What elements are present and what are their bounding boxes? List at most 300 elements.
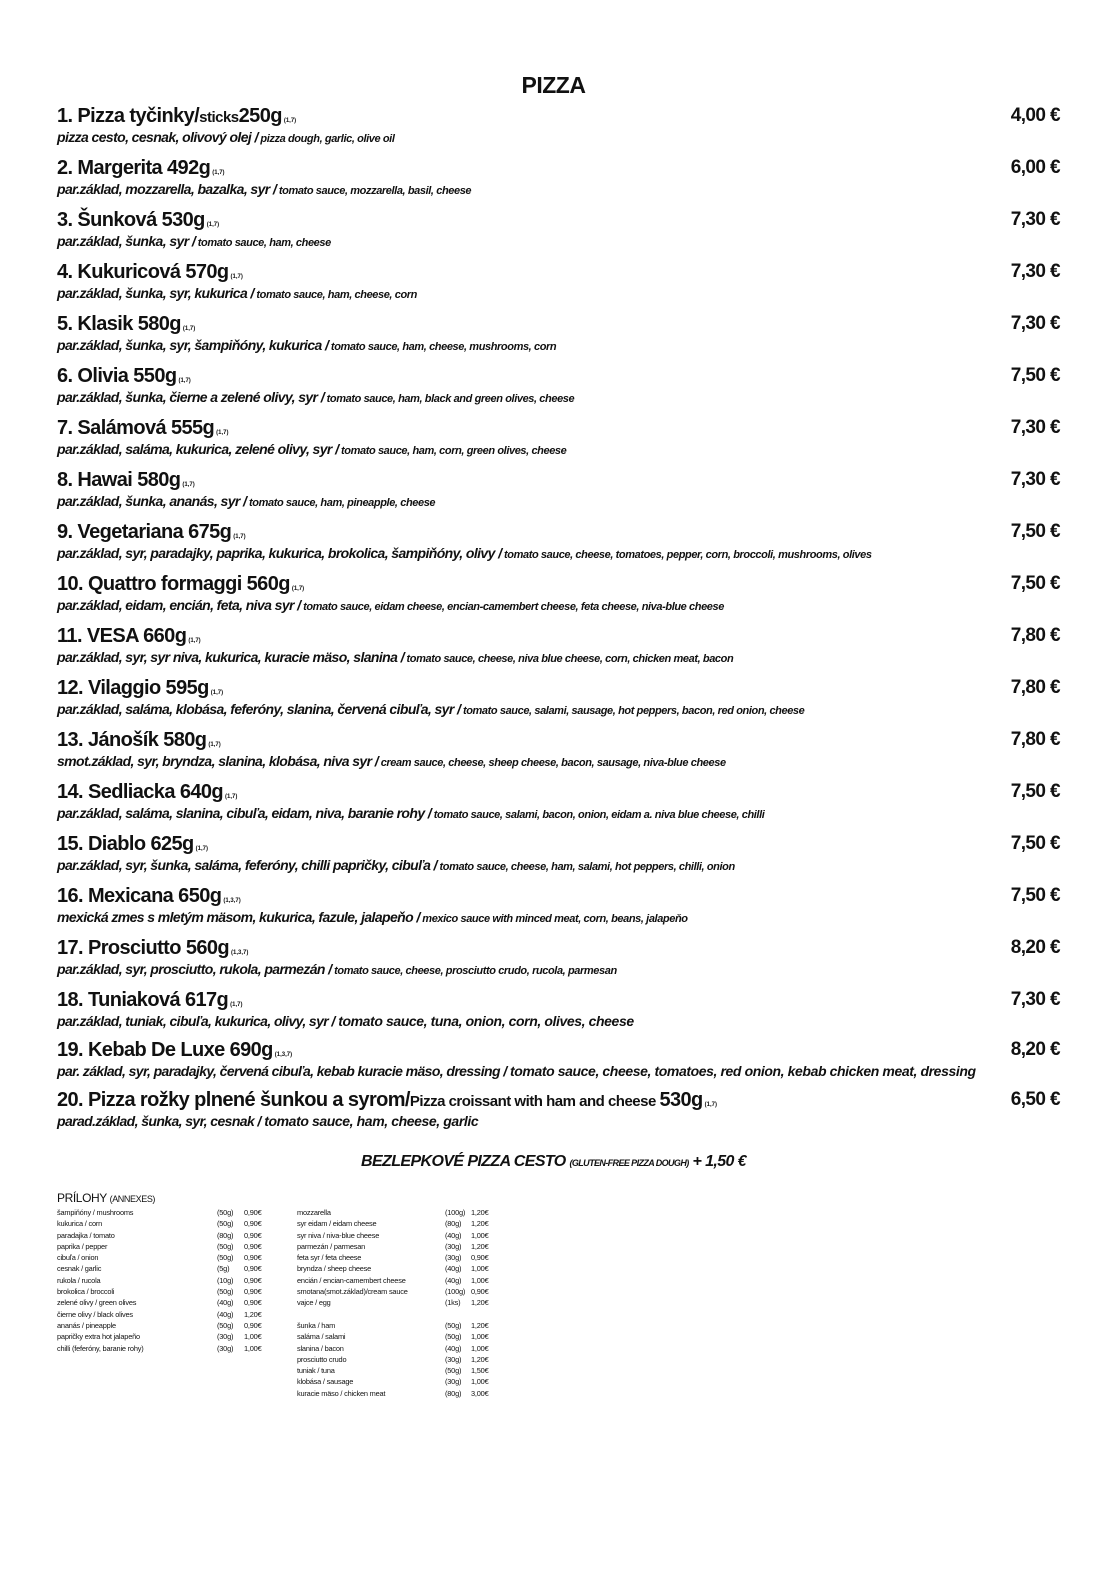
annex-price: 1,00€ <box>471 1264 489 1274</box>
annex-name: papričky extra hot jalapeño <box>57 1332 140 1342</box>
menu-item-title: 18. Tuniaková <box>57 989 185 1011</box>
menu-item-ingredients-sk: par.základ, syr, prosciutto, rukola, parmezán / <box>57 961 332 977</box>
menu-item-title: 14. Sedliacka <box>57 781 180 803</box>
menu-item-price: 6,00 € <box>1010 157 1060 178</box>
menu-item-ingredients-en: tomato sauce, ham, cheese <box>195 237 331 249</box>
menu-item-name <box>57 105 296 127</box>
menu-item <box>57 155 1060 200</box>
menu-item-name <box>57 573 304 595</box>
menu-item-ingredients-en: tomato sauce, ham, cheese, mushrooms, corn <box>328 341 557 353</box>
menu-item-title: 20. Pizza rožky plnené šunkou a syrom/ <box>57 1089 410 1111</box>
menu-item-name <box>57 261 243 283</box>
menu-item-title: 17. Prosciutto <box>57 937 186 959</box>
annex-name: encián / encian-camembert cheese <box>297 1275 406 1285</box>
menu-item-description <box>57 597 1060 616</box>
annex-price: 1,20€ <box>471 1219 489 1229</box>
menu-item-weight: 650g <box>178 885 222 907</box>
menu-item-weight: 530g <box>659 1089 703 1111</box>
annex-price: 0,90€ <box>244 1253 262 1263</box>
menu-item-ingredients-sk: par.základ, mozzarella, bazalka, syr / <box>57 181 277 197</box>
menu-item-ingredients-sk: smot.základ, syr, bryndza, slanina, klobása, niva syr / <box>57 753 379 769</box>
menu-item-header <box>57 519 1060 545</box>
annex-weight: (50g) <box>217 1241 234 1251</box>
menu-item-header <box>57 623 1060 649</box>
annex-row <box>297 1263 507 1274</box>
menu-item-name <box>57 729 221 751</box>
annex-name: mozzarella <box>297 1208 331 1217</box>
annex-price: 0,90€ <box>244 1230 262 1240</box>
menu-item <box>57 831 1060 876</box>
menu-item-weight: 250g <box>238 105 282 127</box>
menu-item <box>57 623 1060 668</box>
annex-price: 3,00€ <box>471 1388 489 1398</box>
annex-weight: (30g) <box>445 1241 462 1251</box>
menu-item-allergens: (1,7) <box>230 1002 243 1008</box>
annex-name: rukola / rucola <box>57 1275 101 1285</box>
menu-item-ingredients-en: tomato sauce, ham, cheese, garlic <box>260 1113 479 1129</box>
menu-item-title: 8. Hawai <box>57 469 138 491</box>
annex-price: 0,90€ <box>244 1275 262 1285</box>
menu-item <box>57 1037 1060 1080</box>
menu-item-header <box>57 727 1060 753</box>
menu-item-weight: 625g <box>150 833 194 855</box>
menu-item-ingredients-sk: par.základ, šunka, syr / <box>57 233 196 249</box>
menu-item-ingredients-en: tomato sauce, ham, corn, green olives, cheese <box>338 445 567 457</box>
menu-item-ingredients-sk: par.základ, tuniak, cibuľa, kukurica, olivy, syr / <box>57 1013 335 1029</box>
menu-item-name <box>57 937 248 959</box>
menu-item-header <box>57 259 1060 285</box>
annex-name: vajce / egg <box>297 1298 331 1308</box>
menu-item-name <box>57 781 237 803</box>
annex-row <box>297 1286 507 1297</box>
menu-item-price: 7,30 € <box>1010 313 1060 334</box>
menu-item-ingredients-sk: par.základ, syr, šunka, saláma, feferóny, chilli papričky, cibuľa / <box>57 857 437 873</box>
annex-row <box>297 1230 507 1241</box>
annex-price: 1,00€ <box>471 1275 489 1285</box>
annex-weight: (40g) <box>445 1230 462 1240</box>
menu-item-allergens: (1,3,7) <box>231 950 249 956</box>
annex-weight: (30g) <box>445 1377 462 1387</box>
menu-item-header <box>57 935 1060 961</box>
annex-name: šampiňóny / mushrooms <box>57 1208 134 1217</box>
annex-price: 1,00€ <box>471 1332 489 1342</box>
annex-name: čierne olivy / black olives <box>57 1309 133 1319</box>
gluten-free-label: BEZLEPKOVÉ PIZZA CESTO <box>361 1153 570 1170</box>
annex-weight: (5g) <box>217 1264 230 1274</box>
annex-price: 1,00€ <box>244 1343 262 1353</box>
menu-item-header <box>57 883 1060 909</box>
annex-weight: (50g) <box>217 1253 234 1263</box>
menu-item-price: 6,50 € <box>1010 1089 1060 1110</box>
menu-item-header <box>57 779 1060 805</box>
annex-name: syr niva / niva-blue cheese <box>297 1230 380 1240</box>
menu-item-price: 7,50 € <box>1010 885 1060 906</box>
menu-item-ingredients-en: tomato sauce, salami, sausage, hot peppers, bacon, red onion, cheese <box>460 705 805 717</box>
annex-weight: (50g) <box>445 1320 462 1330</box>
menu-item-description <box>57 1063 1060 1080</box>
annex-title <box>57 1191 155 1205</box>
menu-item-title: 13. Jánošík <box>57 729 164 751</box>
annex-name: saláma / salami <box>297 1332 346 1342</box>
annex-column-cheese-meat <box>297 1207 507 1399</box>
menu-item-weight: 580g <box>137 313 181 335</box>
menu-item-header <box>57 1087 1060 1113</box>
annex-row <box>57 1297 277 1308</box>
menu-item <box>57 571 1060 616</box>
annex-row <box>297 1207 507 1218</box>
menu-item-title: 5. Klasik <box>57 313 138 335</box>
menu-item-ingredients-en: tomato sauce, cheese, ham, salami, hot peppers, chilli, onion <box>436 861 735 873</box>
annex-name: cesnak / garlic <box>57 1264 102 1274</box>
menu-item-ingredients-sk: par.základ, saláma, klobása, feferóny, slanina, červená cibuľa, syr / <box>57 701 461 717</box>
annex-weight: (50g) <box>217 1320 234 1330</box>
menu-item-weight: 550g <box>133 365 177 387</box>
menu-item <box>57 207 1060 252</box>
menu-item-description <box>57 857 1060 876</box>
menu-item-description <box>57 441 1060 460</box>
menu-item-ingredients-sk: par.základ, šunka, ananás, syr / <box>57 493 247 509</box>
page-title: PIZZA <box>521 72 586 98</box>
menu-item-ingredients-sk: par. základ, syr, paradajky, červená cibuľa, kebab kuracie mäso, dressing / <box>57 1063 507 1079</box>
menu-item-weight: 492g <box>167 157 211 179</box>
menu-item-price: 7,50 € <box>1010 833 1060 854</box>
menu-item <box>57 311 1060 356</box>
gluten-free-price: + 1,50 € <box>688 1153 746 1170</box>
menu-item-header <box>57 155 1060 181</box>
menu-item-name <box>57 469 195 491</box>
annex-spacer <box>297 1309 507 1320</box>
annex-weight: (50g) <box>445 1332 462 1342</box>
menu-item-header <box>57 103 1060 129</box>
menu-item-price: 7,50 € <box>1010 521 1060 542</box>
menu-item <box>57 779 1060 824</box>
menu-item-name <box>57 521 246 543</box>
menu-item-price: 7,50 € <box>1010 365 1060 386</box>
menu-item-description <box>57 1113 1060 1130</box>
menu-item-header <box>57 467 1060 493</box>
annex-weight: (40g) <box>217 1298 234 1308</box>
annex-title-english: (ANNEXES) <box>109 1194 156 1204</box>
annex-row <box>57 1331 277 1342</box>
annex-price: 0,90€ <box>244 1219 262 1229</box>
menu-item-allergens: (1,7) <box>182 326 196 332</box>
annex-price: 1,00€ <box>244 1332 262 1342</box>
menu-item-header <box>57 207 1060 233</box>
menu-item-price: 7,80 € <box>1010 729 1060 750</box>
annex-name: paprika / pepper <box>57 1241 108 1251</box>
menu-item-ingredients-sk: par.základ, šunka, syr, šampiňóny, kukurica / <box>57 337 329 353</box>
menu-item <box>57 519 1060 564</box>
annex-weight: (30g) <box>217 1343 234 1353</box>
annex-price: 1,00€ <box>471 1343 489 1353</box>
annex-price: 1,20€ <box>471 1208 489 1217</box>
menu-item-header <box>57 363 1060 389</box>
annex-weight: (10g) <box>217 1275 234 1285</box>
menu-item <box>57 935 1060 980</box>
annex-name: klobása / sausage <box>297 1377 354 1387</box>
menu-item-name <box>57 313 195 335</box>
annex-row <box>57 1286 277 1297</box>
annex-name: zelené olivy / green olives <box>57 1298 137 1308</box>
menu-item-header <box>57 987 1060 1013</box>
menu-item-ingredients-en: tomato sauce, cheese, niva blue cheese, corn, chicken meat, bacon <box>403 653 734 665</box>
annex-price: 0,90€ <box>471 1253 489 1263</box>
menu-item-name <box>57 417 229 439</box>
menu-item-allergens: (1,7) <box>210 690 224 696</box>
menu-item-allergens: (1,7) <box>225 794 238 800</box>
annex-weight: (100g) <box>445 1208 466 1217</box>
menu-item-price: 8,20 € <box>1010 1039 1060 1060</box>
menu-item-description <box>57 961 1060 980</box>
annex-row <box>57 1275 277 1286</box>
annex-price: 1,20€ <box>471 1298 489 1308</box>
menu-item-name <box>57 209 219 231</box>
menu-item-ingredients-en: tomato sauce, mozzarella, basil, cheese <box>276 185 472 197</box>
menu-item-weight: 675g <box>188 521 232 543</box>
annex-name: smotana(smot.základ)/cream sauce <box>297 1287 408 1297</box>
menu-item-description <box>57 649 1060 668</box>
menu-item-ingredients-sk: par.základ, eidam, encián, feta, niva syr / <box>57 597 301 613</box>
annex-row <box>297 1331 507 1342</box>
menu-item-title: 3. Šunková <box>57 209 162 231</box>
annex-row <box>297 1320 507 1331</box>
menu-item-weight: 660g <box>143 625 187 647</box>
annex-weight: (50g) <box>217 1208 234 1217</box>
menu-item-title: 9. Vegetariana <box>57 521 189 543</box>
annex-weight: (50g) <box>217 1287 234 1297</box>
menu-item-allergens: (1,7) <box>178 378 191 384</box>
annex-title-label: PRÍLOHY <box>57 1191 110 1205</box>
annex-name: feta syr / feta cheese <box>297 1253 362 1263</box>
annex-row <box>57 1207 277 1218</box>
annex-row <box>57 1263 277 1274</box>
menu-item-description <box>57 805 1060 824</box>
annex-name: parmezán / parmesan <box>297 1241 366 1251</box>
annex-row <box>297 1297 507 1308</box>
annex-weight: (30g) <box>445 1354 462 1364</box>
pizza-list <box>57 103 1060 1137</box>
annex-price: 0,90€ <box>244 1208 262 1217</box>
menu-item-title-english: Pizza croissant with ham and cheese <box>409 1093 660 1110</box>
menu-item-price: 4,00 € <box>1010 105 1060 126</box>
menu-item-weight: 640g <box>179 781 223 803</box>
menu-item-ingredients-sk: parad.základ, šunka, syr, cesnak / <box>57 1113 261 1129</box>
menu-item-name <box>57 157 225 179</box>
annex-weight: (50g) <box>217 1219 234 1229</box>
annex-row <box>297 1275 507 1286</box>
annex-name: ananás / pineapple <box>57 1320 116 1330</box>
annex-weight: (30g) <box>217 1332 234 1342</box>
menu-item-price: 7,30 € <box>1010 469 1060 490</box>
annex-weight: (40g) <box>445 1275 462 1285</box>
menu-item-description <box>57 701 1060 720</box>
annex-price: 0,90€ <box>244 1320 262 1330</box>
menu-item-price: 7,30 € <box>1010 417 1060 438</box>
annex-name: cibuľa / onion <box>57 1253 99 1263</box>
menu-item-title: 10. Quattro formaggi <box>57 573 247 595</box>
annex-price: 1,50€ <box>471 1366 489 1376</box>
annex-row <box>297 1376 507 1387</box>
annex-row <box>57 1218 277 1229</box>
menu-item-title: 19. Kebab De Luxe <box>57 1039 230 1061</box>
menu-item-header <box>57 311 1060 337</box>
annex-name: paradajka / tomato <box>57 1230 115 1240</box>
menu-item-ingredients-en: cream sauce, cheese, sheep cheese, bacon, sausage, niva-blue cheese <box>378 757 726 769</box>
annex-row <box>57 1309 277 1320</box>
menu-item-ingredients-en: tomato sauce, ham, cheese, corn <box>253 289 417 301</box>
annex-name: syr eidam / eidam cheese <box>297 1219 377 1229</box>
annex-weight: (100g) <box>445 1287 466 1297</box>
menu-item-allergens: (1,7) <box>291 586 305 592</box>
menu-item-ingredients-sk: par.základ, syr, syr niva, kukurica, kuracie mäso, slanina / <box>57 649 404 665</box>
menu-item-allergens: (1,7) <box>704 1102 718 1108</box>
menu-item <box>57 675 1060 720</box>
menu-item-description <box>57 389 1060 408</box>
menu-item-name <box>57 885 241 907</box>
menu-item-weight: 595g <box>165 677 209 699</box>
annex-column-vegetables <box>57 1207 277 1354</box>
annex-row <box>57 1252 277 1263</box>
menu-item-allergens: (1,7) <box>195 846 208 852</box>
gluten-free-note <box>0 1153 1107 1171</box>
annex-row <box>297 1252 507 1263</box>
menu-item-name <box>57 833 208 855</box>
menu-item-price: 7,80 € <box>1010 625 1060 646</box>
menu-item <box>57 259 1060 304</box>
menu-item-name <box>57 365 191 387</box>
menu-item-price: 7,30 € <box>1010 261 1060 282</box>
menu-item-weight: 530g <box>161 209 205 231</box>
menu-item-allergens: (1,7) <box>188 638 201 644</box>
menu-item-header <box>57 831 1060 857</box>
annex-price: 0,90€ <box>244 1241 262 1251</box>
menu-item-price: 7,80 € <box>1010 677 1060 698</box>
menu-item-header <box>57 1037 1060 1063</box>
menu-item-price: 8,20 € <box>1010 937 1060 958</box>
menu-item-title: 6. Olivia <box>57 365 134 387</box>
menu-item <box>57 103 1060 148</box>
menu-item <box>57 415 1060 460</box>
menu-item-weight: 560g <box>185 937 230 959</box>
menu-item-allergens: (1,3,7) <box>274 1052 293 1058</box>
annex-row <box>297 1388 507 1399</box>
annex-name: šunka / ham <box>297 1320 336 1330</box>
menu-item-title: 1. Pizza tyčinky/ <box>57 105 200 127</box>
menu-item-price: 7,30 € <box>1010 989 1060 1010</box>
menu-item-ingredients-en: tomato sauce, ham, black and green olives, cheese <box>324 393 575 405</box>
menu-item-header <box>57 571 1060 597</box>
annex-row <box>57 1230 277 1241</box>
menu-item-description <box>57 1013 1060 1030</box>
annex-name: slanina / bacon <box>297 1343 344 1353</box>
annex-row <box>57 1320 277 1331</box>
menu-item-allergens: (1,3,7) <box>223 898 241 904</box>
menu-item-header <box>57 415 1060 441</box>
menu-item <box>57 727 1060 772</box>
menu-item-allergens: (1,7) <box>233 534 246 540</box>
annex-row <box>297 1365 507 1376</box>
menu-item-ingredients-sk: mexická zmes s mletým mäsom, kukurica, fazule, jalapeňo / <box>57 909 420 925</box>
menu-item <box>57 467 1060 512</box>
menu-item-ingredients-en: tomato sauce, eidam cheese, encian-camembert cheese, feta cheese, niva-blue cheese <box>300 601 724 613</box>
menu-item-allergens: (1,7) <box>230 274 243 280</box>
menu-item-ingredients-en: tomato sauce, cheese, prosciutto crudo, rucola, parmesan <box>331 965 617 977</box>
annex-price: 0,90€ <box>471 1287 489 1297</box>
menu-item-name <box>57 1089 717 1111</box>
menu-item-title: 7. Salámová <box>57 417 171 439</box>
annex-name: kuracie mäso / chicken meat <box>297 1388 386 1398</box>
menu-item-weight: 555g <box>170 417 215 439</box>
annex-name: kukurica / corn <box>57 1219 103 1229</box>
annex-weight: (80g) <box>445 1219 462 1229</box>
menu-item-description <box>57 545 1060 564</box>
annex-row <box>57 1241 277 1252</box>
menu-item-ingredients-sk: par.základ, saláma, slanina, cibuľa, eidam, niva, baranie rohy / <box>57 805 432 821</box>
annex-row <box>57 1343 277 1354</box>
menu-item-ingredients-sk: par.základ, šunka, čierne a zelené olivy, syr / <box>57 389 324 405</box>
annex-price: 0,90€ <box>244 1287 262 1297</box>
annex-name: prosciutto crudo <box>297 1354 347 1364</box>
menu-item-ingredients-en: mexico sauce with minced meat, corn, beans, jalapeňo <box>419 913 688 925</box>
menu-item-title: 16. Mexicana <box>57 885 179 907</box>
menu-item-allergens: (1,7) <box>216 430 229 436</box>
menu-item-price: 7,50 € <box>1010 781 1060 802</box>
menu-item <box>57 883 1060 928</box>
annex-weight: (80g) <box>217 1230 234 1240</box>
annex-name: chilli (feferóny, baranie rohy) <box>57 1343 144 1353</box>
menu-item-ingredients-en: tomato sauce, cheese, tomatoes, red onion, kebab chicken meat, dressing <box>506 1063 976 1079</box>
menu-item-ingredients-en: pizza dough, garlic, olive oil <box>257 133 395 145</box>
menu-item-name <box>57 1039 292 1061</box>
annex-price: 0,90€ <box>244 1264 262 1274</box>
menu-item-price: 7,30 € <box>1010 209 1060 230</box>
menu-item-title-english: sticks <box>199 109 239 126</box>
annex-weight: (80g) <box>445 1388 462 1398</box>
menu-item-description <box>57 233 1060 252</box>
menu-item-allergens: (1,7) <box>206 222 220 228</box>
menu-item-price: 7,50 € <box>1010 573 1060 594</box>
menu-item-ingredients-sk: pizza cesto, cesnak, olivový olej / <box>57 129 258 145</box>
annex-price: 0,90€ <box>244 1298 262 1308</box>
menu-item-ingredients-en: tomato sauce, cheese, tomatoes, pepper, corn, broccoli, mushrooms, olives <box>501 549 872 561</box>
menu-item-weight: 570g <box>185 261 229 283</box>
annex-row <box>297 1354 507 1365</box>
menu-item-description <box>57 181 1060 200</box>
menu-item-name <box>57 989 242 1011</box>
menu-item-allergens: (1,7) <box>283 118 297 124</box>
menu-item <box>57 987 1060 1030</box>
menu-item-ingredients-sk: par.základ, saláma, kukurica, zelené olivy, syr / <box>57 441 339 457</box>
annex-row <box>297 1343 507 1354</box>
annex-price: 1,00€ <box>471 1230 489 1240</box>
annex-price: 1,20€ <box>471 1354 489 1364</box>
menu-item <box>57 1087 1060 1130</box>
annex-weight: (1ks) <box>445 1298 461 1308</box>
annex-price: 1,20€ <box>244 1309 262 1319</box>
menu-item-weight: 560g <box>246 573 290 595</box>
menu-item-description <box>57 909 1060 928</box>
menu-item-title: 11. VESA <box>57 625 144 647</box>
gluten-free-english: (GLUTEN-FREE PIZZA DOUGH) <box>569 1158 689 1168</box>
annex-name: brokolica / broccoli <box>57 1287 115 1297</box>
menu-item-ingredients-sk: par.základ, šunka, syr, kukurica / <box>57 285 254 301</box>
menu-item-weight: 580g <box>163 729 207 751</box>
menu-item-description <box>57 337 1060 356</box>
menu-item-allergens: (1,7) <box>208 742 221 748</box>
menu-item-name <box>57 625 201 647</box>
menu-item-weight: 690g <box>229 1039 273 1061</box>
annex-weight: (40g) <box>445 1343 462 1353</box>
